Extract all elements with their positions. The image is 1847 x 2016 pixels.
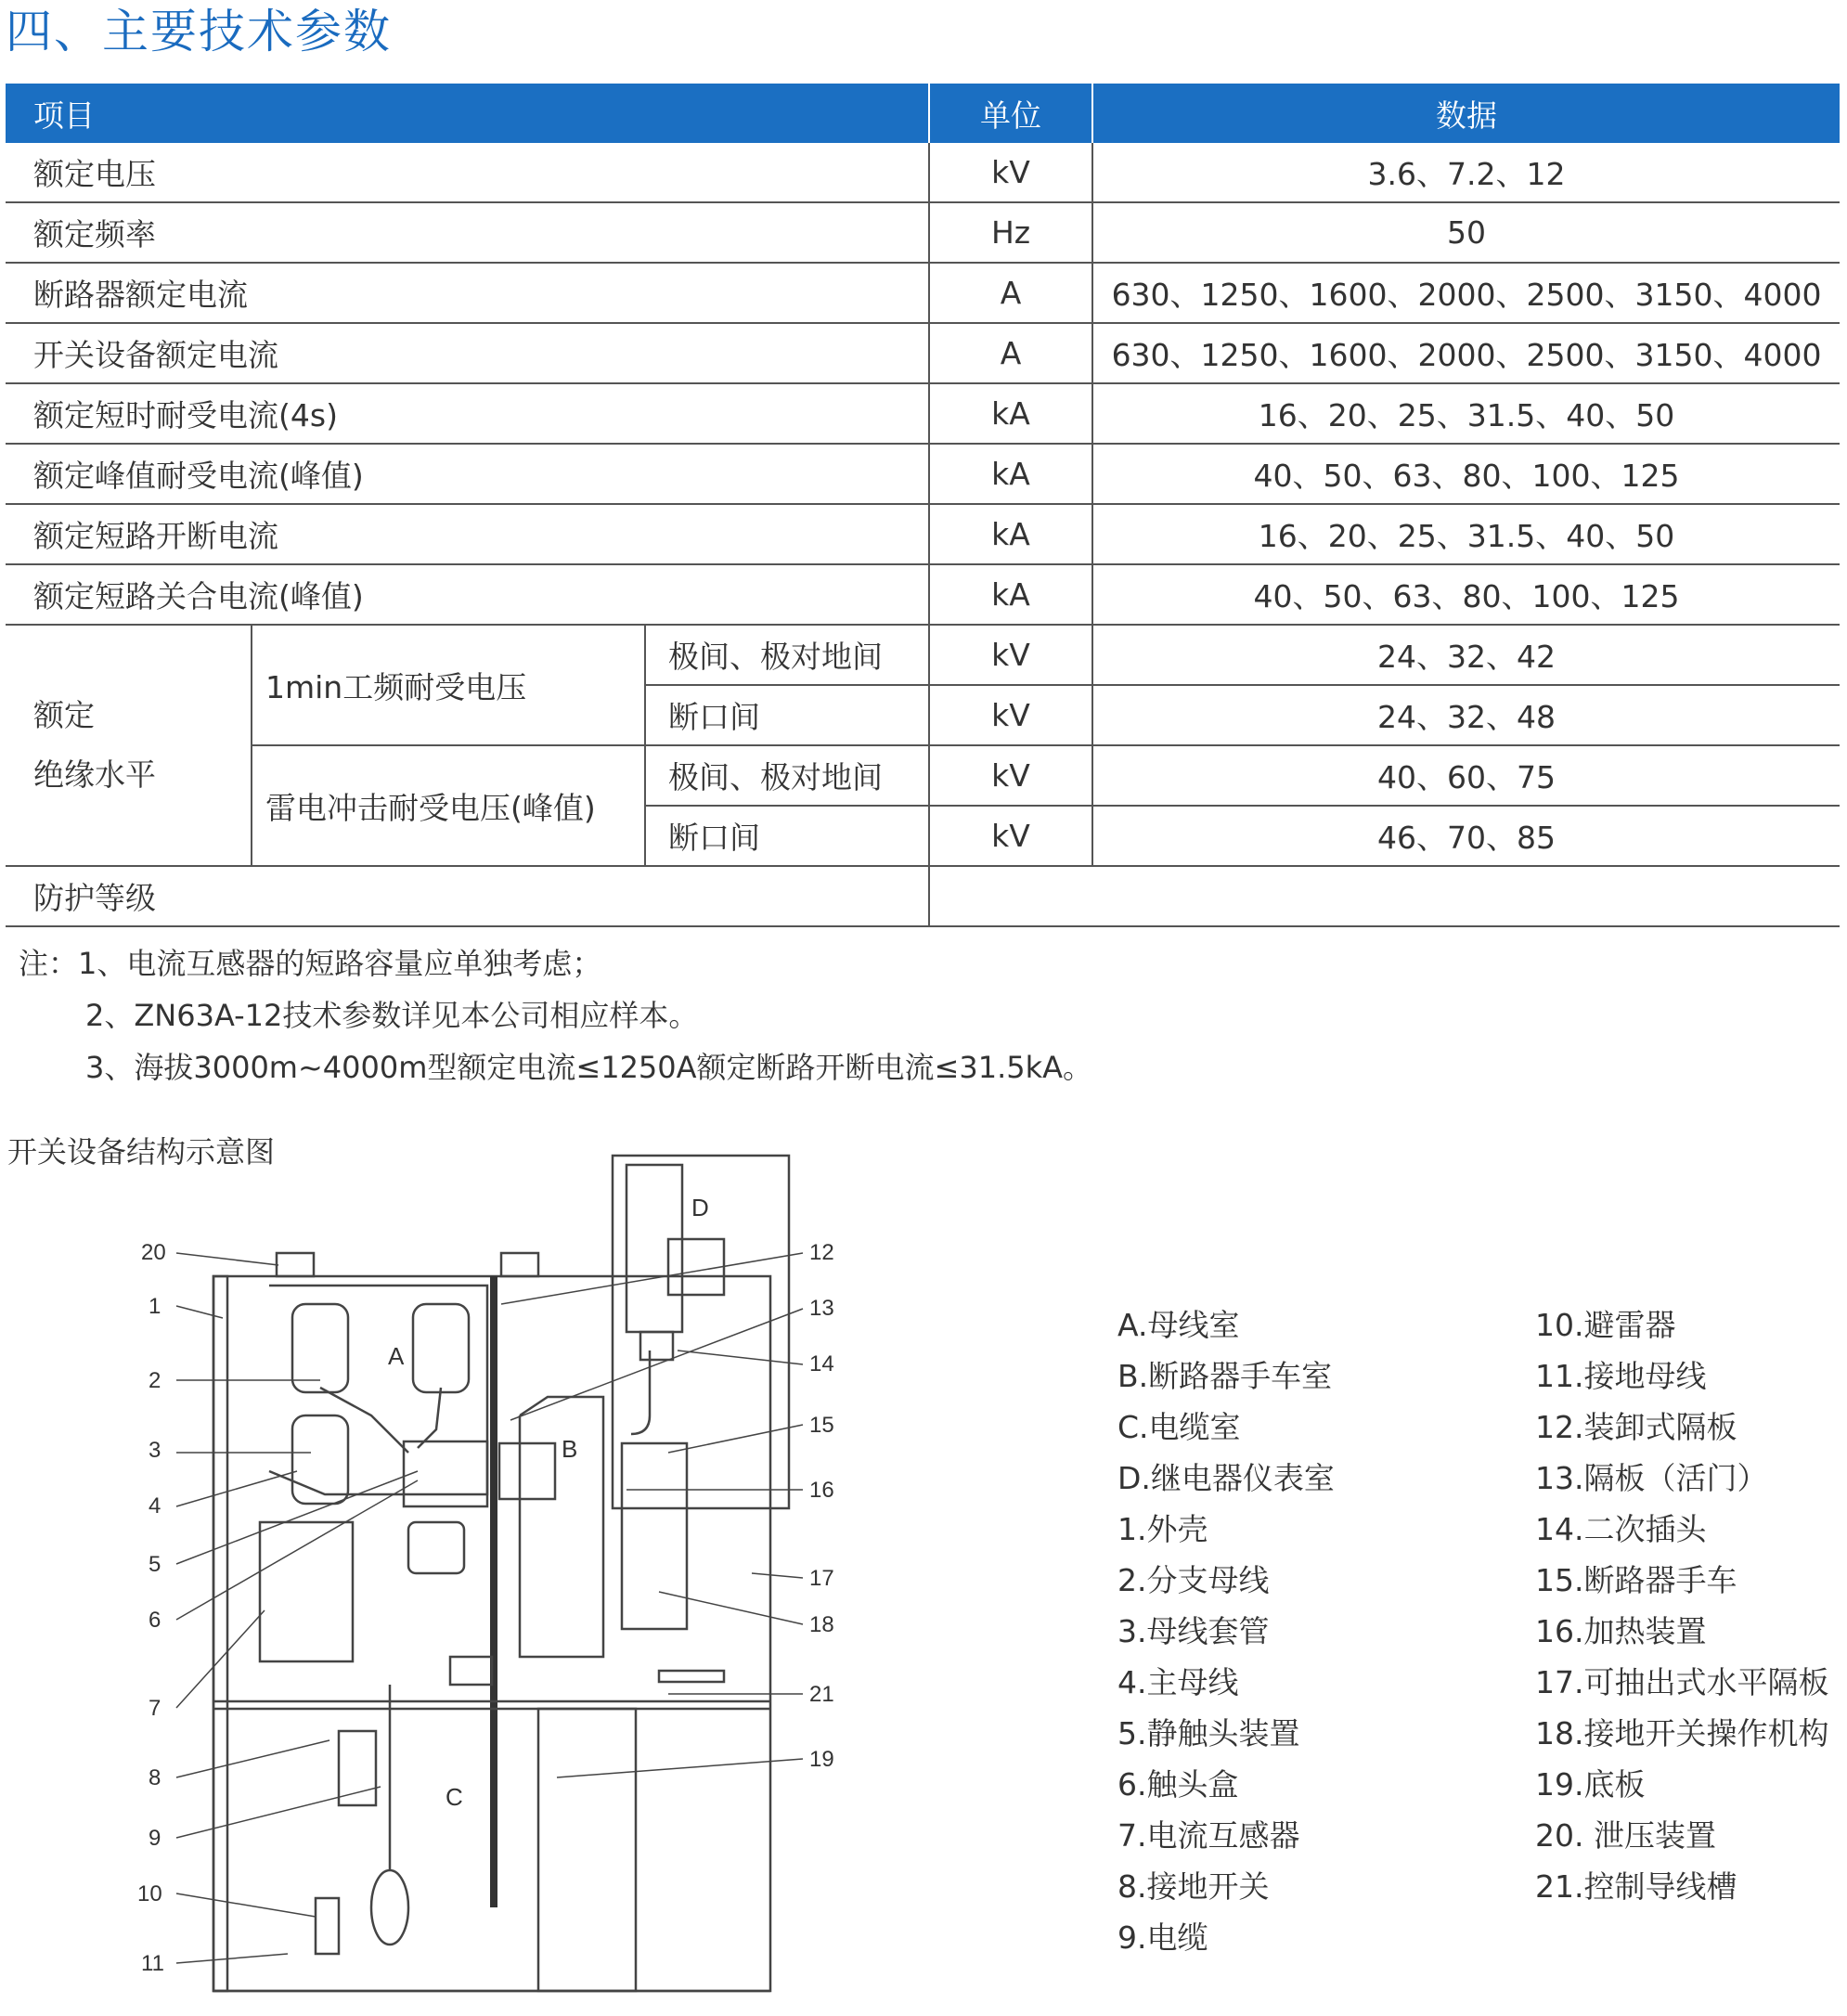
callout-7: 7 bbox=[149, 1696, 161, 1721]
row-item: 额定短路开断电流 bbox=[6, 504, 929, 564]
legend-item: 3.母线套管 bbox=[1117, 1613, 1270, 1649]
row-item: 额定频率 bbox=[6, 202, 929, 263]
table-row bbox=[6, 745, 1840, 806]
heater-2 bbox=[659, 1671, 724, 1682]
shutter-partition bbox=[490, 1276, 497, 1907]
legend-item: A.母线室 bbox=[1117, 1307, 1240, 1343]
row-data: 50 bbox=[1092, 202, 1840, 263]
row-sub: 极间、极对地间 bbox=[645, 745, 929, 806]
callout-20: 20 bbox=[141, 1240, 166, 1265]
callout-2: 2 bbox=[149, 1368, 161, 1393]
callout-16: 16 bbox=[809, 1478, 834, 1503]
legend-item: 9.电缆 bbox=[1117, 1919, 1208, 1956]
header-unit: 单位 bbox=[929, 84, 1092, 143]
row-item: 断路器额定电流 bbox=[6, 263, 929, 323]
secondary-plug bbox=[640, 1332, 673, 1360]
earthing-switch bbox=[339, 1731, 376, 1805]
row-unit: kV bbox=[929, 143, 1092, 202]
static-contact bbox=[499, 1443, 555, 1499]
surge-arrester bbox=[316, 1898, 339, 1954]
legend-item: B.断路器手车室 bbox=[1117, 1358, 1333, 1394]
parameters-table bbox=[6, 84, 1840, 927]
legend-item: 4.主母线 bbox=[1117, 1664, 1239, 1700]
row-data: 3.6、7.2、12 bbox=[1092, 143, 1840, 202]
legend-item: 5.静触头装置 bbox=[1117, 1715, 1300, 1751]
legend-right bbox=[1535, 1299, 1828, 1912]
row-item: 开关设备额定电流 bbox=[6, 323, 929, 383]
row-unit: kA bbox=[929, 383, 1092, 444]
header-item: 项目 bbox=[6, 84, 929, 143]
callout-8: 8 bbox=[149, 1765, 161, 1790]
note-2: 2、ZN63A-12技术参数详见本公司相应样本。 bbox=[85, 998, 699, 1033]
switchgear-diagram bbox=[121, 1137, 863, 2000]
legend-item: 6.触头盒 bbox=[1117, 1766, 1239, 1803]
relay-device bbox=[668, 1239, 724, 1295]
legend-item: 16.加热装置 bbox=[1535, 1613, 1707, 1649]
row-sub: 断口间 bbox=[645, 685, 929, 745]
cable-compartment-divider bbox=[538, 1709, 636, 1991]
page-title: 四、主要技术参数 bbox=[6, 5, 392, 58]
legend-item: 13.隔板（活门） bbox=[1535, 1460, 1768, 1496]
row-item: 额定短时耐受电流(4s) bbox=[6, 383, 929, 444]
row-data: 40、50、63、80、100、125 bbox=[1092, 444, 1840, 504]
ct-compartment bbox=[260, 1522, 353, 1661]
row-unit: kA bbox=[929, 444, 1092, 504]
legend-item: 2.分支母线 bbox=[1117, 1562, 1270, 1598]
legend-item: 18.接地开关操作机构 bbox=[1535, 1715, 1829, 1751]
row-item: 防护等级 bbox=[6, 866, 929, 926]
row-data: 630、1250、1600、2000、2500、3150、4000 bbox=[1092, 323, 1840, 383]
callout-3: 3 bbox=[149, 1438, 161, 1463]
callout-11: 11 bbox=[141, 1951, 164, 1976]
row-data: 40、60、75 bbox=[1092, 745, 1840, 806]
table-row bbox=[6, 625, 1840, 685]
callout-5: 5 bbox=[149, 1552, 161, 1577]
callout-12: 12 bbox=[809, 1240, 834, 1265]
busbar-bushing-1 bbox=[292, 1304, 348, 1392]
row-unit: kV bbox=[929, 685, 1092, 745]
callout-4: 4 bbox=[149, 1493, 161, 1518]
breaker-truck bbox=[622, 1443, 687, 1629]
row-unit: kV bbox=[929, 806, 1092, 866]
lightning-impulse-cell: 雷电冲击耐受电压(峰值) bbox=[252, 745, 645, 866]
callout-19: 19 bbox=[809, 1747, 834, 1772]
callout-13: 13 bbox=[809, 1296, 834, 1321]
row-data: 16、20、25、31.5、40、50 bbox=[1092, 383, 1840, 444]
pressure-relief-lug-2 bbox=[501, 1253, 538, 1276]
busbar-compartment bbox=[269, 1286, 487, 1494]
row-item: 额定短路关合电流(峰值) bbox=[6, 564, 929, 625]
legend-item: 20. 泄压装置 bbox=[1535, 1817, 1716, 1854]
heater-1 bbox=[450, 1657, 492, 1685]
row-data: 630、1250、1600、2000、2500、3150、4000 bbox=[1092, 263, 1840, 323]
row-data: 16、20、25、31.5、40、50 bbox=[1092, 504, 1840, 564]
table-header-row bbox=[6, 84, 1840, 143]
insulation-level-cell bbox=[6, 625, 252, 866]
callout-21: 21 bbox=[809, 1682, 834, 1707]
outer-shell-left bbox=[213, 1276, 227, 1991]
legend-item: 7.电流互感器 bbox=[1117, 1817, 1300, 1854]
table-row bbox=[6, 323, 1840, 383]
row-data: 40、50、63、80、100、125 bbox=[1092, 564, 1840, 625]
row-unit: kA bbox=[929, 564, 1092, 625]
row-data bbox=[929, 866, 1840, 926]
legend-item: C.电缆室 bbox=[1117, 1409, 1241, 1445]
insulation-label-line1: 额定 bbox=[33, 697, 95, 733]
row-sub: 断口间 bbox=[645, 806, 929, 866]
legend-left bbox=[1117, 1299, 1335, 1963]
legend-item: 17.可抽出式水平隔板 bbox=[1535, 1664, 1829, 1700]
secondary-plug-cable bbox=[631, 1350, 650, 1434]
table-row bbox=[6, 263, 1840, 323]
compartment-label-c: C bbox=[446, 1783, 463, 1811]
table-row bbox=[6, 383, 1840, 444]
row-unit: kA bbox=[929, 504, 1092, 564]
branch-busbar-1 bbox=[320, 1388, 408, 1453]
row-unit: Hz bbox=[929, 202, 1092, 263]
header-data: 数据 bbox=[1092, 84, 1840, 143]
table-row bbox=[6, 202, 1840, 263]
current-transformer bbox=[408, 1522, 464, 1573]
row-unit: A bbox=[929, 263, 1092, 323]
callout-10: 10 bbox=[137, 1881, 162, 1906]
callout-1: 1 bbox=[149, 1294, 161, 1319]
legend-item: 10.避雷器 bbox=[1535, 1307, 1676, 1343]
pressure-relief-lug-1 bbox=[277, 1253, 314, 1276]
callout-9: 9 bbox=[149, 1826, 161, 1851]
row-data: 24、32、42 bbox=[1092, 625, 1840, 685]
busbar-bushing-3 bbox=[292, 1415, 348, 1504]
table-row bbox=[6, 444, 1840, 504]
row-item: 额定峰值耐受电流(峰值) bbox=[6, 444, 929, 504]
callout-15: 15 bbox=[809, 1413, 834, 1438]
relay-panel bbox=[626, 1165, 682, 1332]
row-unit: kV bbox=[929, 625, 1092, 685]
legend-item: 21.控制导线槽 bbox=[1535, 1868, 1737, 1905]
table-row bbox=[6, 564, 1840, 625]
legend-item: D.继电器仪表室 bbox=[1117, 1460, 1335, 1496]
contact-box bbox=[404, 1441, 487, 1506]
table-row bbox=[6, 504, 1840, 564]
power-frequency-cell: 1min工频耐受电压 bbox=[252, 625, 645, 745]
row-unit: kV bbox=[929, 745, 1092, 806]
legend-item: 12.装卸式隔板 bbox=[1535, 1409, 1737, 1445]
table-row bbox=[6, 866, 1840, 926]
row-unit: A bbox=[929, 323, 1092, 383]
diagram-title: 开关设备结构示意图 bbox=[7, 1134, 276, 1170]
compartment-label-d: D bbox=[691, 1194, 709, 1221]
callout-14: 14 bbox=[809, 1351, 834, 1376]
note-1: 注：1、电流互感器的短路容量应单独考虑； bbox=[19, 946, 602, 981]
callout-17: 17 bbox=[809, 1566, 834, 1591]
callout-18: 18 bbox=[809, 1612, 834, 1637]
row-sub: 极间、极对地间 bbox=[645, 625, 929, 685]
compartment-label-a: A bbox=[388, 1342, 405, 1370]
branch-busbar-2 bbox=[418, 1388, 441, 1448]
legend-item: 15.断路器手车 bbox=[1535, 1562, 1737, 1598]
legend-item: 8.接地开关 bbox=[1117, 1868, 1270, 1905]
note-3: 3、海拔3000m~4000m型额定电流≤1250A额定断路开断电流≤31.5kA。 bbox=[85, 1050, 1093, 1085]
row-data: 24、32、48 bbox=[1092, 685, 1840, 745]
legend-item: 14.二次插头 bbox=[1535, 1511, 1707, 1547]
cable-termination bbox=[371, 1870, 408, 1945]
row-item: 额定电压 bbox=[6, 143, 929, 202]
row-data: 46、70、85 bbox=[1092, 806, 1840, 866]
legend-item: 1.外壳 bbox=[1117, 1511, 1208, 1547]
table-row bbox=[6, 143, 1840, 202]
notes bbox=[19, 937, 1092, 1093]
busbar-bushing-2 bbox=[413, 1304, 469, 1392]
insulation-label-line2: 绝缘水平 bbox=[33, 756, 156, 793]
compartment-label-b: B bbox=[562, 1435, 578, 1463]
legend-item: 11.接地母线 bbox=[1535, 1358, 1707, 1394]
callout-6: 6 bbox=[149, 1608, 161, 1633]
legend-item: 19.底板 bbox=[1535, 1766, 1646, 1803]
